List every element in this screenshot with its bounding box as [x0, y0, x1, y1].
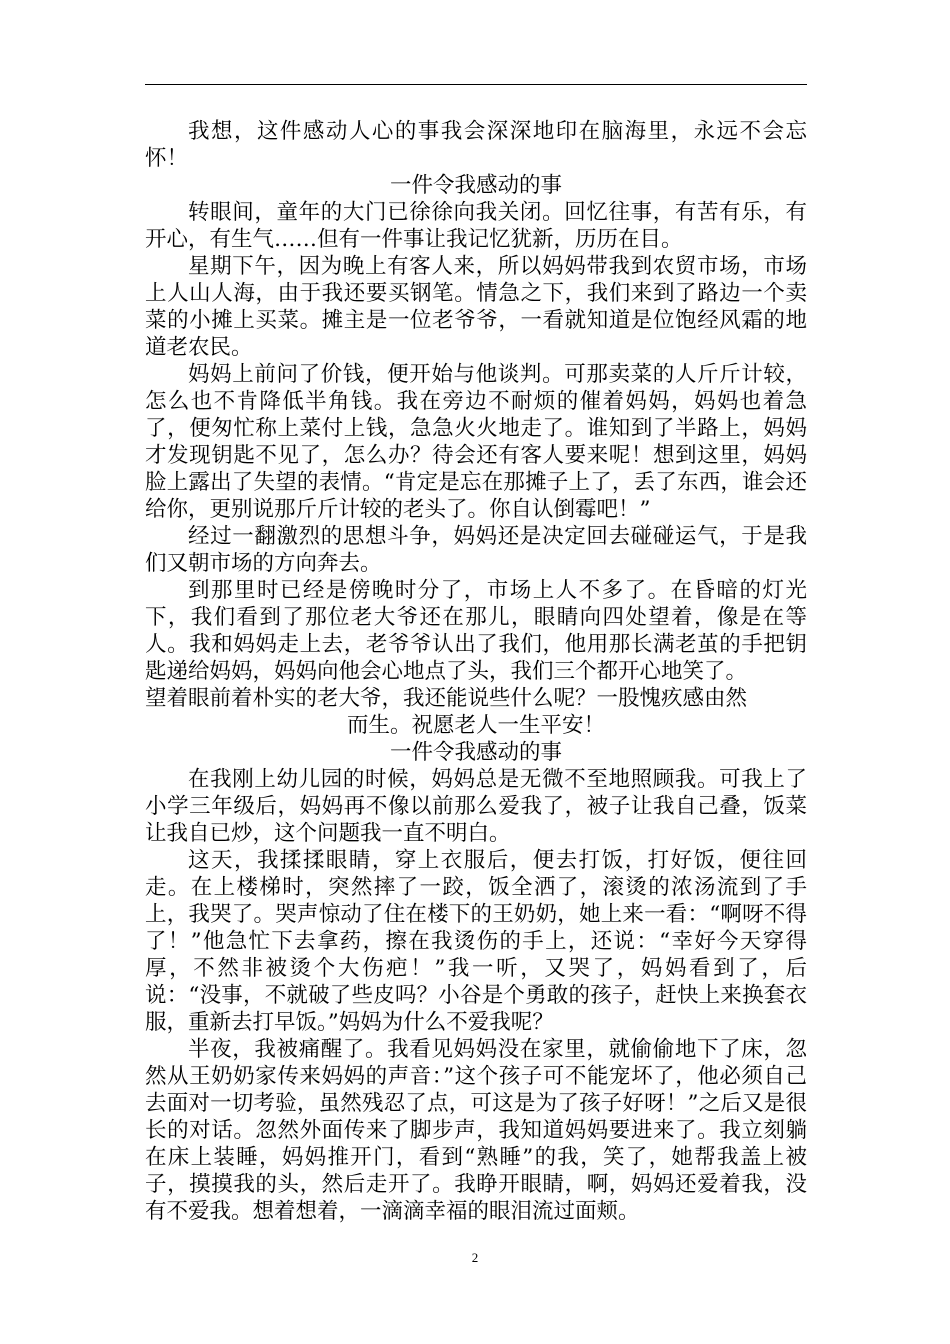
paragraph: 半夜，我被痛醒了。我看见妈妈没在家里，就偷偷地下了床，忽然从王奶奶家传来妈妈的声音：”这个孩子可不能宠坏了，他必须自己去面对一切考验，虽然残忍了点，可这是为了孩子好呀！”之后又是很长的对话。忽然外面传来了脚步声，我知道妈妈要进来了。我立刻躺在床上装睡，妈妈推开门，看到“熟睡”的我，笑了，她帮我盖上被子，摸摸我的头，然后走开了。我睁开眼睛，啊，妈妈还爱着我，没有不爱我。想着想着，一滴滴幸福的眼泪流过面颊。 [145, 1037, 807, 1224]
paragraph: 我想，这件感动人心的事我会深深地印在脑海里，永远不会忘怀！ [145, 119, 807, 171]
paragraph: 星期下午，因为晚上有客人来，所以妈妈带我到农贸市场，市场上人山人海，由于我还要买钢笔。情急之下，我们来到了路边一个卖菜的小摊上买菜。摊主是一位老爷爷，一看就知道是位饱经风霜的地道老农民。 [145, 254, 807, 360]
paragraph: 而生。祝愿老人一生平安！ [346, 713, 605, 738]
header-rule [145, 84, 807, 85]
section-title: 一件令我感动的事 [389, 173, 562, 198]
paragraph: 在我刚上幼儿园的时候，妈妈总是无微不至地照顾我。可我上了小学三年级后，妈妈再不像以前那么爱我了，被子让我自己叠，饭菜让我自已炒，这个问题我一直不明白。 [145, 767, 807, 846]
section-title: 一件令我感动的事 [389, 740, 562, 765]
paragraph: 妈妈上前问了价钱，便开始与他谈判。可那卖菜的人斤斤计较，怎么也不肯降低半角钱。我在旁边不耐烦的催着妈妈，妈妈也着急了，便匆忙称上菜付上钱，急急火火地走了。谁知到了半路上，妈妈才发现钥匙不见了，怎么办？待会还有客人要来呢！想到这里，妈妈脸上露出了失望的表情。“肯定是忘在那摊子上了，丢了东西，谁会还给你，更别说那斤斤计较的老头了。你自认倒霉吧！” [145, 362, 807, 522]
paragraph: 这天，我揉揉眼睛，穿上衣服后，便去打饭，打好饭，便往回走。在上楼梯时，突然摔了一跤，饭全洒了，滚烫的浓汤流到了手上，我哭了。哭声惊动了住在楼下的王奶奶，她上来一看：“啊呀不得了！”他急忙下去拿药，擦在我烫伤的手上，还说：“幸好今天穿得厚，不然非被烫个大伤疤！”我一听，又哭了，妈妈看到了，后说：“没事，不就破了些皮吗？小谷是个勇敢的孩子，赶快上来换套衣服，重新去打早饭。”妈妈为什么不爱我呢？ [145, 848, 807, 1035]
page-number: 2 [471, 1250, 479, 1265]
paragraph: 经过一翻激烈的思想斗争，妈妈还是决定回去碰碰运气，于是我们又朝市场的方向奔去。 [145, 524, 807, 576]
paragraph: 转眼间，童年的大门已徐徐向我关闭。回忆往事，有苦有乐，有开心，有生气……但有一件事让我记忆犹新，历历在目。 [145, 200, 807, 252]
paragraph: 到那里时已经是傍晚时分了，市场上人不多了。在昏暗的灯光下，我们看到了那位老大爷还在那儿，眼睛向四处望着，像是在等人。我和妈妈走上去，老爷爷认出了我们，他用那长满老茧的手把钥匙递给妈妈，妈妈向他会心地点了头，我们三个都开心地笑了。 [145, 578, 807, 684]
document-body [145, 118, 807, 1225]
paragraph: 望着眼前着朴实的老大爷，我还能说些什么呢？一股愧疚感由然 [145, 686, 748, 711]
